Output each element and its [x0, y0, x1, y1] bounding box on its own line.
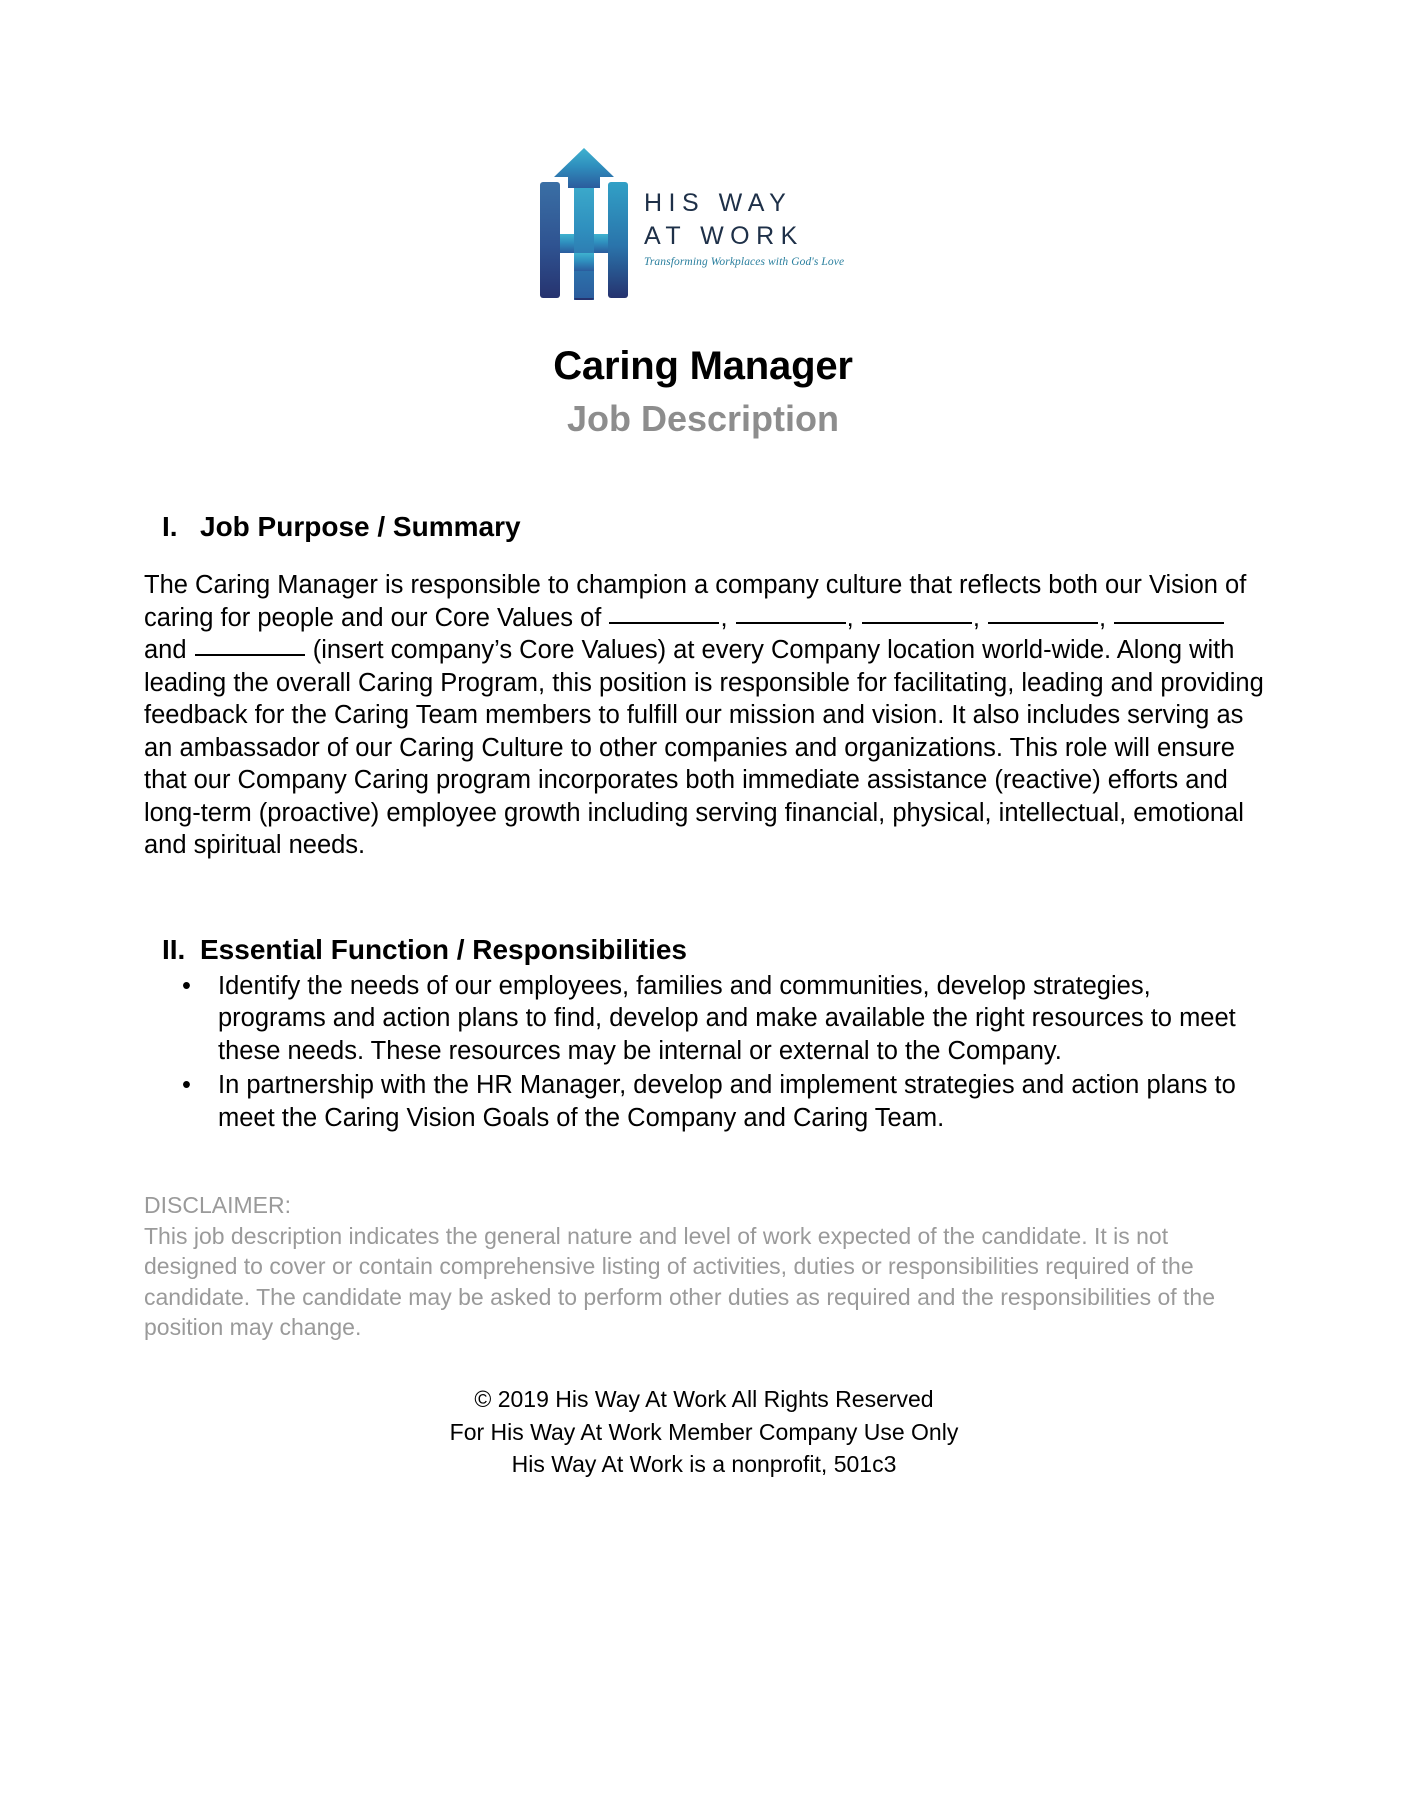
section-title-2: Essential Function / Responsibilities: [200, 933, 687, 965]
paragraph-text-part-3: ,: [846, 603, 861, 632]
page-title: Caring Manager: [553, 344, 853, 388]
footer-line-2: For His Way At Work Member Company Use Only: [449, 1418, 959, 1445]
bullet-icon: •: [182, 971, 191, 1000]
footer-line-3: His Way At Work is a nonprofit, 501c3: [511, 1451, 897, 1478]
list-item: [144, 970, 1264, 1068]
footer-line-1: © 2019 His Way At Work All Rights Reserved: [474, 1386, 934, 1412]
section-numeral-2: II.: [162, 933, 186, 965]
paragraph-text-part-6: and: [144, 636, 194, 665]
core-value-blank-1: [609, 622, 719, 624]
page-subtitle: Job Description: [566, 397, 840, 439]
document-content: [0, 511, 1406, 1481]
paragraph-text-part-4: ,: [972, 603, 987, 632]
core-value-blank-3: [862, 622, 972, 624]
logo-tagline: Transforming Workplaces with God's Love: [644, 255, 845, 268]
logo-line-2: AT WORK: [644, 221, 804, 250]
disclaimer-label: DISCLAIMER:: [144, 1192, 291, 1219]
core-value-blank-2: [736, 622, 846, 624]
section-heading-1: [144, 511, 1264, 543]
paragraph-text-part-1: The Caring Manager is responsible to champion a company culture that reflects both our Vision of caring for people and our Core Values of: [144, 571, 1247, 632]
disclaimer-text: This job description indicates the general nature and level of work expected of the candidate. It is not designed to cover or contain comprehensive listing of activities, duties or responsibilities required of the candidate. The candidate may be asked to perform other duties as required and the responsibilities of the position may change.: [144, 1222, 1216, 1341]
responsibilities-list: [144, 970, 1264, 1135]
list-item-text: In partnership with the HR Manager, develop and implement strategies and action plans to meet the Caring Vision Goals of the Company and Caring Team.: [218, 1071, 1236, 1132]
section-heading-2: [144, 934, 1264, 966]
paragraph-text-part-2: ,: [720, 603, 735, 632]
footer-block: [144, 1383, 1264, 1481]
job-purpose-paragraph: [144, 569, 1264, 862]
disclaimer-block: [144, 1190, 1264, 1343]
logo-wordmark: [644, 181, 844, 268]
section-numeral-1: I.: [162, 511, 178, 543]
section-title-1: Job Purpose / Summary: [200, 511, 521, 543]
core-value-blank-4: [988, 622, 1098, 624]
core-value-blank-5: [1114, 622, 1224, 624]
logo-block: [538, 0, 868, 300]
logo-line-1: HIS WAY: [644, 188, 793, 217]
list-item: [144, 1069, 1264, 1134]
paragraph-text-part-5: ,: [1099, 603, 1114, 632]
core-value-blank-6: [195, 654, 305, 656]
paragraph-text-part-7: (insert company’s Core Values) at every Company location world-wide. Along with leading the overall Caring Program, this position is responsible for facilitating, leading and providing feedback for the Caring Team members to fulfill our mission and vision. It also includes serving as an ambassador of our Caring Culture to other companies and organizations. This role will ensure that our Company Caring program incorporates both immediate assistance (reactive) efforts and long-term (proactive) employee growth including serving financial, physical, intellectual, emotional and spiritual needs.: [144, 636, 1264, 860]
list-item-text: Identify the needs of our employees, families and communities, develop strategies, programs and action plans to find, develop and make available the right resources to meet these needs. These resources may be internal or external to the Company.: [218, 971, 1236, 1065]
bullet-icon: •: [182, 1071, 191, 1100]
his-way-at-work-arrow-h-logo-icon: [538, 148, 630, 300]
